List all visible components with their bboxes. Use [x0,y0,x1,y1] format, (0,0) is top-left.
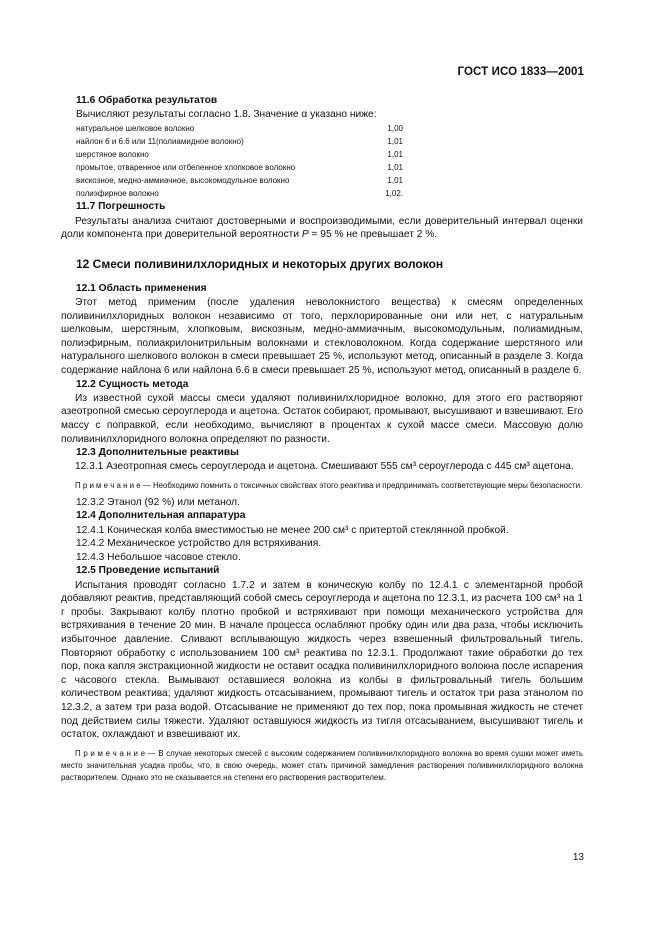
section-12-2-text: Из известной сухой массы смеси удаляют поливинилхлоридное волокно, для этого его растворяют азеотропной смесью сероуглерода и ацетона. Остаток собирают, промывают, высушивают и взвешивают. Его массу с поправкой, если необходимо, вычисляют в процентах к сухой массе смеси. Массовую долю поливинилхлоридного волокна определяют по разности. [61,392,583,445]
section-12-1-text: Этот метод применим (после удаления неволокнистого вещества) к смесям определенных поливинилхлоридных волокон независимо от того, перхлорированные они или нет, с натуральным шелковым, шерстяным, хлопковым, вискозным, медно-аммиачным, высокомодульным, полиамидным, полиэфирным, полиакрилонитрильным волокнами и стекловолокном. Когда содержание шерстяного или натурального шелкового волокон в смеси превышает 25 %, используют метод, описанный в разделе 3. Когда содержание найлона 6 или найлона 6.6 в смеси превышает 25 %, используют метод, описанный в разделе 6. [61,296,583,376]
page-content [61,94,583,784]
section-12-5-text: Испытания проводят согласно 1.7.2 и затем в коническую колбу по 12.4.1 с элементарной пробой добавляют реактив, представляющий собой смесь сероуглерода и ацетона по 12.3.1, из расчета 100 см³ на 1 г пробы. Закрывают колбу плотно пробкой и встряхивают при помощи механического устройства для встряхивания в течение 20 мин. В начале процесса ослабляют пробку один или два раза, чтобы исключить избыточное давление. Сливают всплывающую жидкость через взвешенный фильтровальный тигель. Повторяют обработку с использованием 100 см³ реактива по 12.3.1. Продолжают такие обработки до тех пор, пока капля экстракционной жидкости не оставит осадка поливинилхлоридного волокна после испарения с часового стекла. Вымывают оставшиеся волокна из колбы в фильтровальный тигель большим количеством реактива; удаляют жидкость отсасыванием, промывают тигель и остаток три раза этанолом по 12.3.2, а затем три раза водой. Отсасывание не применяют до тех пор, пока промывная жидкость не стечет под действием силы тяжести. Удаляют оставшуюся жидкость из тигля отсасыванием, высушивают тигель и остаток, охлаждают и взвешивают их. [61,579,583,741]
section-12-3-note: П р и м е ч а н и е — Необходимо помнить о токсичных свойствах этого реактива и предпринимать соответствующие меры безопасности. [75,480,583,490]
alpha-value: 1,01 [387,176,403,186]
section-12-4-title: 12.4 Дополнительная аппаратура [76,510,246,522]
table-row [76,148,403,161]
section-12-5-title: 12.5 Проведение испытаний [76,565,220,577]
section-11-7-text: Результаты анализа считают достоверными и воспроизводимыми, если доверительный интервал оценки доли компонента при доверительной вероятности P = 95 % не превышает 2 %. [61,215,583,241]
alpha-value: 1,01 [387,163,403,173]
fiber-name: полиэфирное волокно [76,189,159,199]
section-12-title: 12 Смеси поливинилхлоридных и некоторых других волокон [76,256,444,271]
section-12-3-2-text: 12.3.2 Этанол (92 %) или метанол. [76,496,240,508]
alpha-value: 1,02. [385,189,403,199]
table-row [76,187,403,200]
alpha-value: 1,01 [387,149,403,159]
fiber-name: вискозное, медно-аммиачное, высокомодульное волокно [76,176,290,186]
fiber-name: промытое, отваренное или отбеленное хлопковое волокно [76,163,296,173]
fiber-name: натуральное шелковое волокно [76,123,195,133]
section-12-5-note: П р и м е ч а н и е — В случае некоторых смесей с высоким содержанием поливинилхлоридного волокна во время сушки может иметь место значительная усадка пробы, что, в свою очередь, может стать причиной замедления растворения поливинилхлоридного волокна растворителем. Однако это не сказывается на степени его растворения растворителем. [61,748,583,782]
document-header: ГОСТ ИСО 1833—2001 [457,66,584,78]
section-12-2-title: 12.2 Сущность метода [76,378,189,390]
section-11-7-title: 11.7 Погрешность [76,201,166,213]
alpha-value: 1,01 [387,136,403,146]
section-12-4-1-text: 12.4.1 Коническая колба вместимостью не менее 200 см³ с притертой стеклянной пробкой. [76,524,509,536]
section-11-6-title: 11.6 Обработка результатов [76,95,218,106]
alpha-values-table [76,122,403,201]
alpha-value: 1,00 [387,123,403,133]
section-12-3-title: 12.3 Дополнительные реактивы [76,447,239,459]
section-12-3-1-text: 12.3.1 Азеотропная смесь сероуглерода и ацетона. Смешивают 555 см³ сероуглерода с 445 см³ ацетона. [75,461,574,473]
page-number: 13 [572,852,584,863]
section-11-6-intro: Вычисляют результаты согласно 1.8. Значение α указано ниже: [76,109,377,121]
table-row [76,161,403,174]
section-12-4-3-text: 12.4.3 Небольшое часовое стекло. [76,551,241,563]
fiber-name: найлон 6 и 6.6 или 11(полиамидное волокно) [76,136,244,146]
fiber-name: шерстяное волокно [76,149,149,159]
table-row [76,174,403,187]
section-12-1-title: 12.1 Область применения [76,282,207,294]
table-row [76,122,403,135]
section-12-4-2-text: 12.4.2 Механическое устройство для встряхивания. [76,538,322,550]
table-row [76,135,403,148]
